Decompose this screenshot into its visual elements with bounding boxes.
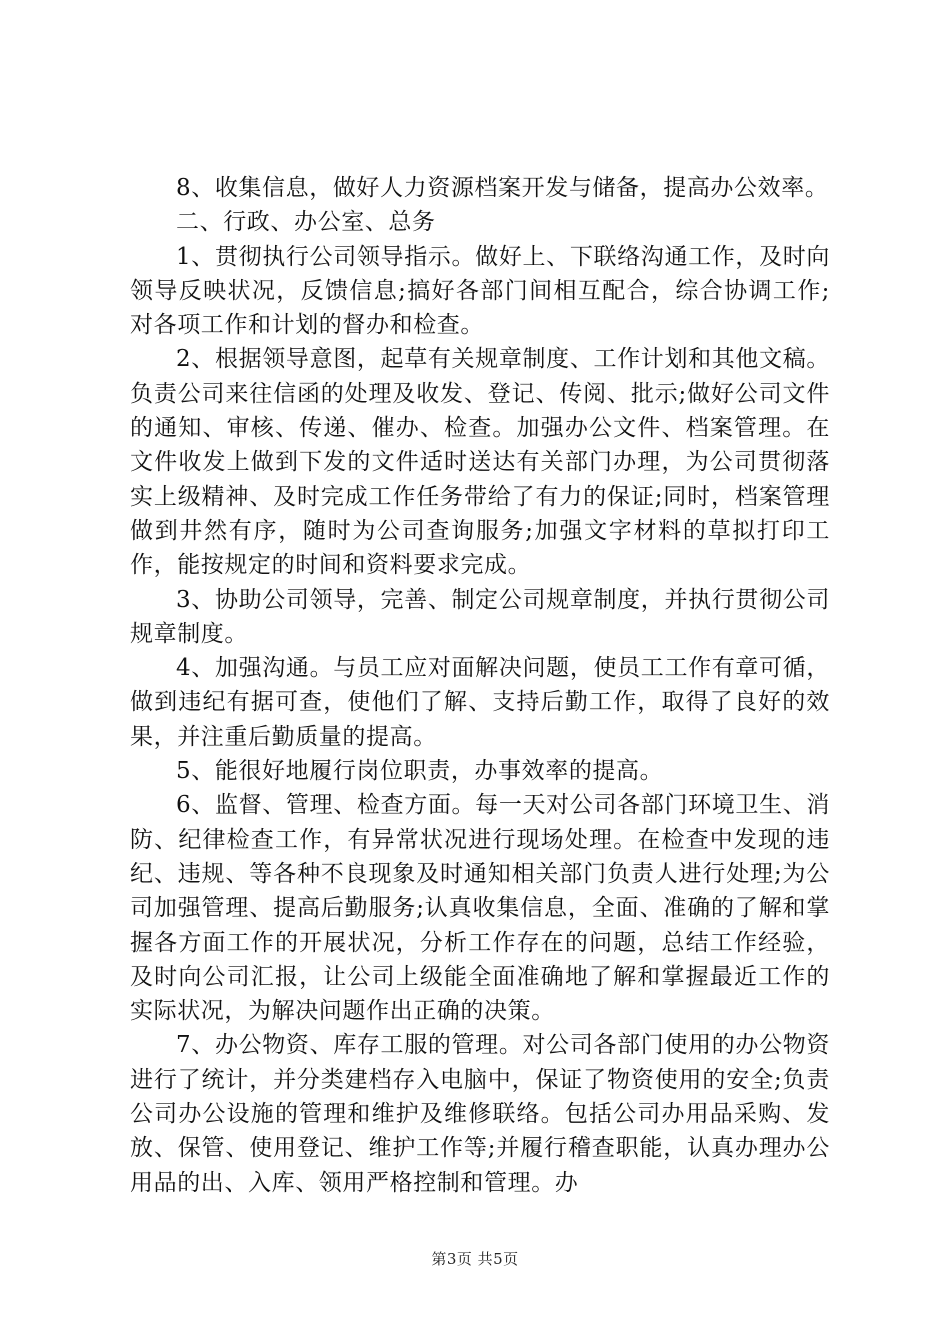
paragraph-item-8: 8、收集信息，做好人力资源档案开发与储备，提高办公效率。 bbox=[176, 175, 829, 201]
paragraph-item-5: 5、能很好地履行岗位职责，办事效率的提高。 bbox=[176, 758, 664, 785]
paragraph-item-4: 4、加强沟通。与员工应对面解决问题，使员工工作有章可循，做到违纪有据可查，使他们了解、支持后勤工作，取得了良好的效果，并注重后勤质量的提高。 bbox=[130, 655, 830, 750]
paragraph-item-6: 6、监督、管理、检查方面。每一天对公司各部门环境卫生、消防、纪律检查工作，有异常状况进行现场处理。在检查中发现的违纪、违规、等各种不良现象及时通知相关部门负责人进行处理;为公司加强管理、提高后勤服务;认真收集信息，全面、准确的了解和掌握各方面工作的开展状况，分析工作存在的问题，总结工作经验，及时向公司汇报，让公司上级能全面准确地了解和掌握最近工作的实际状况，为解决问题作出正确的决策。 bbox=[130, 792, 830, 1025]
document-body bbox=[130, 171, 830, 1200]
paragraph-item-1: 1、贯彻执行公司领导指示。做好上、下联络沟通工作，及时向领导反映状况，反馈信息;搞好各部门间相互配合，综合协调工作;对各项工作和计划的督办和检查。 bbox=[130, 243, 830, 339]
page-number-footer: 第3页 共5页 bbox=[431, 1250, 519, 1268]
paragraph-item-2: 2、根据领导意图，起草有关规章制度、工作计划和其他文稿。负责公司来往信函的处理及收发、登记、传阅、批示;做好公司文件的通知、审核、传递、催办、检查。加强办公文件、档案管理。在文件收发上做到下发的文件适时送达有关部门办理，为公司贯彻落实上级精神、及时完成工作任务带给了有力的保证;同时，档案管理做到井然有序，随时为公司查询服务;加强文字材料的草拟打印工作，能按规定的时间和资料要求完成。 bbox=[130, 346, 830, 579]
paragraph-item-7: 7、办公物资、库存工服的管理。对公司各部门使用的办公物资进行了统计，并分类建档存入电脑中，保证了物资使用的安全;负责公司办公设施的管理和维护及维修联络。包括公司办用品采购、发放、保管、使用登记、维护工作等;并履行稽查职能，认真办理办公用品的出、入库、领用严格控制和管理。办 bbox=[130, 1032, 830, 1196]
paragraph-item-3: 3、协助公司领导，完善、制定公司规章制度，并执行贯彻公司规章制度。 bbox=[130, 586, 830, 647]
section-heading-administration: 二、行政、办公室、总务 bbox=[176, 209, 436, 236]
